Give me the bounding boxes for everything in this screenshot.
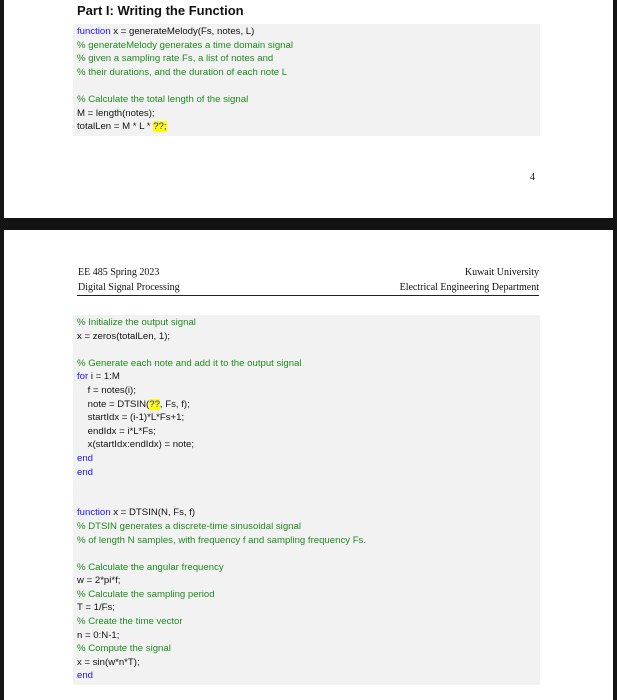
part-title: Part I: Writing the Function [77, 3, 244, 18]
header-rule [77, 295, 539, 296]
code-token: w = 2*pi*f; [77, 575, 121, 587]
code-token: % Create the time vector [77, 616, 183, 628]
code-token: x = sin(w*n*T); [77, 656, 140, 668]
code-line [77, 479, 540, 493]
code-line [77, 411, 540, 425]
code-line [77, 425, 540, 439]
code-line [77, 574, 540, 588]
code-line [77, 93, 540, 107]
code-token: % Calculate the total length of the signal [77, 93, 249, 105]
code-line [77, 534, 540, 548]
code-line [77, 370, 540, 384]
code-line [77, 629, 540, 643]
code-line [77, 330, 540, 344]
code-token: function [77, 507, 111, 519]
code-token: x = DTSIN(N, Fs, f) [110, 507, 196, 519]
code-line [77, 52, 540, 66]
left-border [0, 0, 4, 700]
code-token: function [77, 26, 111, 37]
code-token: % of length N samples, with frequency f and sampling frequency Fs. [77, 534, 367, 546]
code-token: startIdx = (i-1)*L*Fs+1; [77, 412, 185, 424]
code-line [77, 601, 540, 615]
code-line [77, 316, 540, 330]
code-token: % Compute the signal [77, 643, 171, 655]
code-line [77, 561, 540, 575]
code-line [77, 384, 540, 398]
code-token: f = notes(i); [77, 384, 136, 396]
code-line [77, 520, 540, 534]
code-token: end [77, 670, 94, 682]
code-token: % generateMelody generates a time domain signal [77, 39, 293, 51]
code-line [77, 66, 540, 80]
code-token: , Fs, f); [159, 398, 190, 410]
code-line [77, 588, 540, 602]
university-name: Kuwait University [464, 267, 539, 278]
code-token: i = 1:M [88, 371, 120, 383]
code-token: note = DTSIN( [77, 398, 150, 410]
code-line [77, 120, 540, 134]
code-token: % Generate each note and add it to the output signal [77, 357, 302, 369]
code-token: x = zeros(totalLen, 1); [77, 330, 171, 342]
code-line [77, 25, 540, 39]
course-title: EE 485 Spring 2023 [78, 267, 160, 278]
code-line [77, 107, 540, 121]
code-token: x(startIdx:endIdx) = note; [77, 439, 195, 451]
code-line [77, 493, 540, 507]
code-token: % given a sampling rate Fs, a list of notes and [77, 53, 274, 65]
code-token: x = generateMelody(Fs, notes, L) [110, 26, 255, 37]
page-number: 4 [530, 172, 535, 183]
code-line [77, 452, 540, 466]
highlighted-placeholder: ??; [153, 121, 167, 133]
code-token: % Initialize the output signal [77, 317, 196, 328]
code-line [77, 343, 540, 357]
header-left [78, 265, 180, 295]
code-token: T = 1/Fs; [77, 602, 115, 614]
code-line [77, 642, 540, 656]
code-token: end [77, 466, 94, 478]
page-divider [0, 218, 617, 230]
code-token: % DTSIN generates a discrete-time sinusoidal signal [77, 520, 301, 532]
code-token: for [77, 371, 89, 383]
highlighted-placeholder: ?? [149, 398, 160, 410]
right-border [613, 0, 617, 700]
code-token: M = length(notes); [77, 107, 155, 119]
header-right [400, 265, 539, 295]
code-block-dtsin [73, 315, 540, 685]
code-line [77, 438, 540, 452]
code-token: endIdx = i*L*Fs; [77, 425, 156, 437]
code-token: n = 0:N-1; [77, 629, 120, 641]
code-line [77, 656, 540, 670]
code-token: % their durations, and the duration of each note L [77, 66, 288, 78]
code-token: end [77, 452, 94, 464]
code-line [77, 39, 540, 53]
department-name: Electrical Engineering Department [399, 282, 539, 293]
code-token: % Calculate the angular frequency [77, 561, 224, 573]
code-block-generate-melody [73, 24, 540, 136]
subject-title: Digital Signal Processing [78, 282, 180, 293]
code-line [77, 669, 540, 683]
code-token: % Calculate the sampling period [77, 588, 215, 600]
code-token: totalLen = M * L * [77, 121, 154, 133]
code-line [77, 547, 540, 561]
code-line [77, 79, 540, 93]
code-line [77, 615, 540, 629]
code-line [77, 506, 540, 520]
code-line [77, 466, 540, 480]
code-line [77, 398, 540, 412]
code-line [77, 357, 540, 371]
